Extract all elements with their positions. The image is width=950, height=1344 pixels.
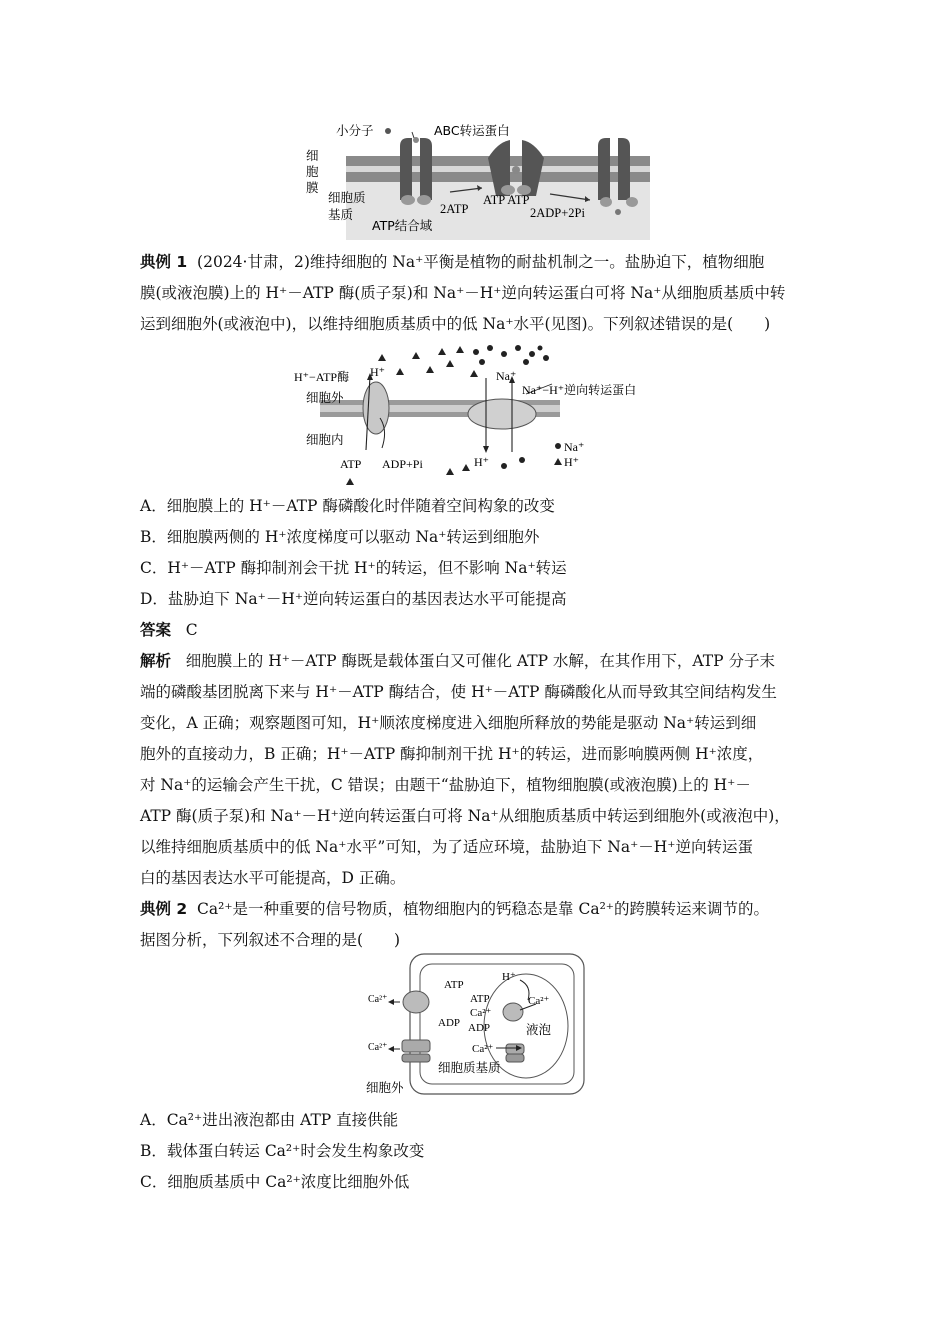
adp-label-1: ADP: [438, 1017, 461, 1029]
h-plus-bottom-label: H⁺: [474, 455, 489, 469]
cytosol-label: 细胞质基质: [438, 1060, 501, 1075]
example1-line-2: 膜(或液泡膜)上的 H⁺－ATP 酶(质子泵)和 Na⁺－H⁺逆向转运蛋白可将 Na⁺从细胞质基质中转: [140, 284, 786, 302]
h-atpase-label: H⁺−ATP酶: [294, 370, 350, 384]
analysis-line-8: 白的基因表达水平可能提高，D 正确。: [140, 869, 406, 887]
ca-out-top: Ca²⁺: [368, 994, 388, 1005]
atp-binding-label: ATP结合域: [372, 218, 433, 233]
example1-line-1: [140, 252, 820, 272]
example2-line-1: [140, 899, 820, 919]
adp-label-2: ADP: [468, 1022, 491, 1034]
answer-label: 答案: [140, 621, 172, 639]
option2-b: B．载体蛋白转运 Ca²⁺时会发生构象改变: [140, 1142, 425, 1160]
option1-a: A．细胞膜上的 H⁺－ATP 酶磷酸化时伴随着空间构象的改变: [140, 497, 555, 515]
analysis-line-4: 胞外的直接动力，B 正确；H⁺－ATP 酶抑制剂干扰 H⁺的转运，进而影响膜两侧 H⁺浓度，: [140, 745, 764, 763]
adp-label: ADP+Pi: [382, 457, 423, 471]
example2-label: 典例 2: [140, 900, 188, 918]
analysis-line-1: [140, 651, 820, 671]
example2-text-1: Ca²⁺是一种重要的信号物质，植物细胞内的钙稳态是靠 Ca²⁺的跨膜转运来调节的。: [197, 900, 769, 918]
h-plus-top-label: H⁺: [370, 365, 385, 379]
two-atp-label: 2ATP: [440, 202, 469, 216]
na-h-antiporter-figure: [290, 340, 660, 486]
outside-label: 细胞外: [366, 1080, 404, 1095]
membrane-char-3: 膜: [306, 180, 319, 195]
abc-transporter-figure: [300, 118, 650, 240]
legend-h-label: H⁺: [564, 455, 579, 469]
answer-value: C: [185, 621, 198, 639]
option2-c: C．细胞质基质中 Ca²⁺浓度比细胞外低: [140, 1173, 410, 1191]
option1-b: B．细胞膜两侧的 H⁺浓度梯度可以驱动 Na⁺转运到细胞外: [140, 528, 540, 546]
antiporter-label: Na⁺−H⁺逆向转运蛋白: [522, 383, 637, 397]
ca-inner-1: Ca²⁺: [470, 1007, 492, 1019]
atp-label-1: ATP: [444, 979, 464, 991]
vacuole-label: 液泡: [526, 1022, 552, 1037]
analysis-line-5: 对 Na⁺的运输会产生干扰，C 错误；由题干“盐胁迫下，植物细胞膜(或液泡膜)上的 H⁺－: [140, 776, 751, 794]
membrane-char-2: 胞: [306, 164, 319, 179]
answer-line: [140, 620, 820, 640]
example1-line-3: 运到细胞外(或液泡中)，以维持细胞质基质中的低 Na⁺水平(见图)。下列叙述错误的是( ): [140, 315, 771, 333]
adp-label: 2ADP+2Pi: [530, 206, 585, 220]
membrane-char-1: 细: [306, 148, 319, 163]
legend-na-label: Na⁺: [564, 440, 585, 454]
cytosol-label-1: 细胞质: [328, 190, 366, 205]
atp-label: ATP: [340, 457, 362, 471]
analysis-line-6: ATP 酶(质子泵)和 Na⁺－H⁺逆向转运蛋白可将 Na⁺从细胞质基质中转运到细胞外(或液泡中)，: [140, 807, 790, 825]
ca-vacuole: Ca²⁺: [528, 995, 550, 1007]
analysis-line-3: 变化，A 正确；观察题图可知，H⁺顺浓度梯度进入细胞所释放的势能是驱动 Na⁺转运到细: [140, 714, 757, 732]
h-plus-label: H⁺: [502, 971, 516, 983]
example1-text-1: (2024·甘肃，2)维持细胞的 Na⁺平衡是植物的耐盐机制之一。盐胁迫下，植物细胞: [197, 253, 765, 271]
option1-c: C．H⁺－ATP 酶抑制剂会干扰 H⁺的转运，但不影响 Na⁺转运: [140, 559, 567, 577]
atp-label-2: ATP: [470, 993, 490, 1005]
ca-inner-2: Ca²⁺: [472, 1043, 494, 1055]
calcium-transport-figure: [360, 950, 590, 1098]
small-molecule-label: 小分子: [336, 123, 374, 138]
option2-a: A．Ca²⁺进出液泡都由 ATP 直接供能: [140, 1111, 399, 1129]
example2-line-2: 据图分析，下列叙述不合理的是( ): [140, 931, 401, 949]
ca-out-bottom: Ca²⁺: [368, 1042, 388, 1053]
inside-label: 细胞内: [306, 432, 344, 447]
outside-label: 细胞外: [306, 390, 344, 405]
analysis-label: 解析: [140, 652, 172, 670]
example1-label: 典例 1: [140, 253, 188, 271]
analysis-line-2: 端的磷酸基团脱离下来与 H⁺－ATP 酶结合，使 H⁺－ATP 酶磷酸化从而导致其空间结构发生: [140, 683, 777, 701]
atp-atp-label: ATP ATP: [483, 193, 530, 207]
abc-protein-label: ABC转运蛋白: [434, 123, 510, 138]
analysis-line-7: 以维持细胞质基质中的低 Na⁺水平”可知，为了适应环境，盐胁迫下 Na⁺－H⁺逆向转运蛋: [140, 838, 753, 856]
cytosol-label-2: 基质: [328, 207, 354, 222]
na-plus-top-label: Na⁺: [496, 369, 517, 383]
option1-d: D．盐胁迫下 Na⁺－H⁺逆向转运蛋白的基因表达水平可能提高: [140, 590, 567, 608]
analysis-text-1: 细胞膜上的 H⁺－ATP 酶既是载体蛋白又可催化 ATP 水解，在其作用下，ATP 分子末: [185, 652, 775, 670]
